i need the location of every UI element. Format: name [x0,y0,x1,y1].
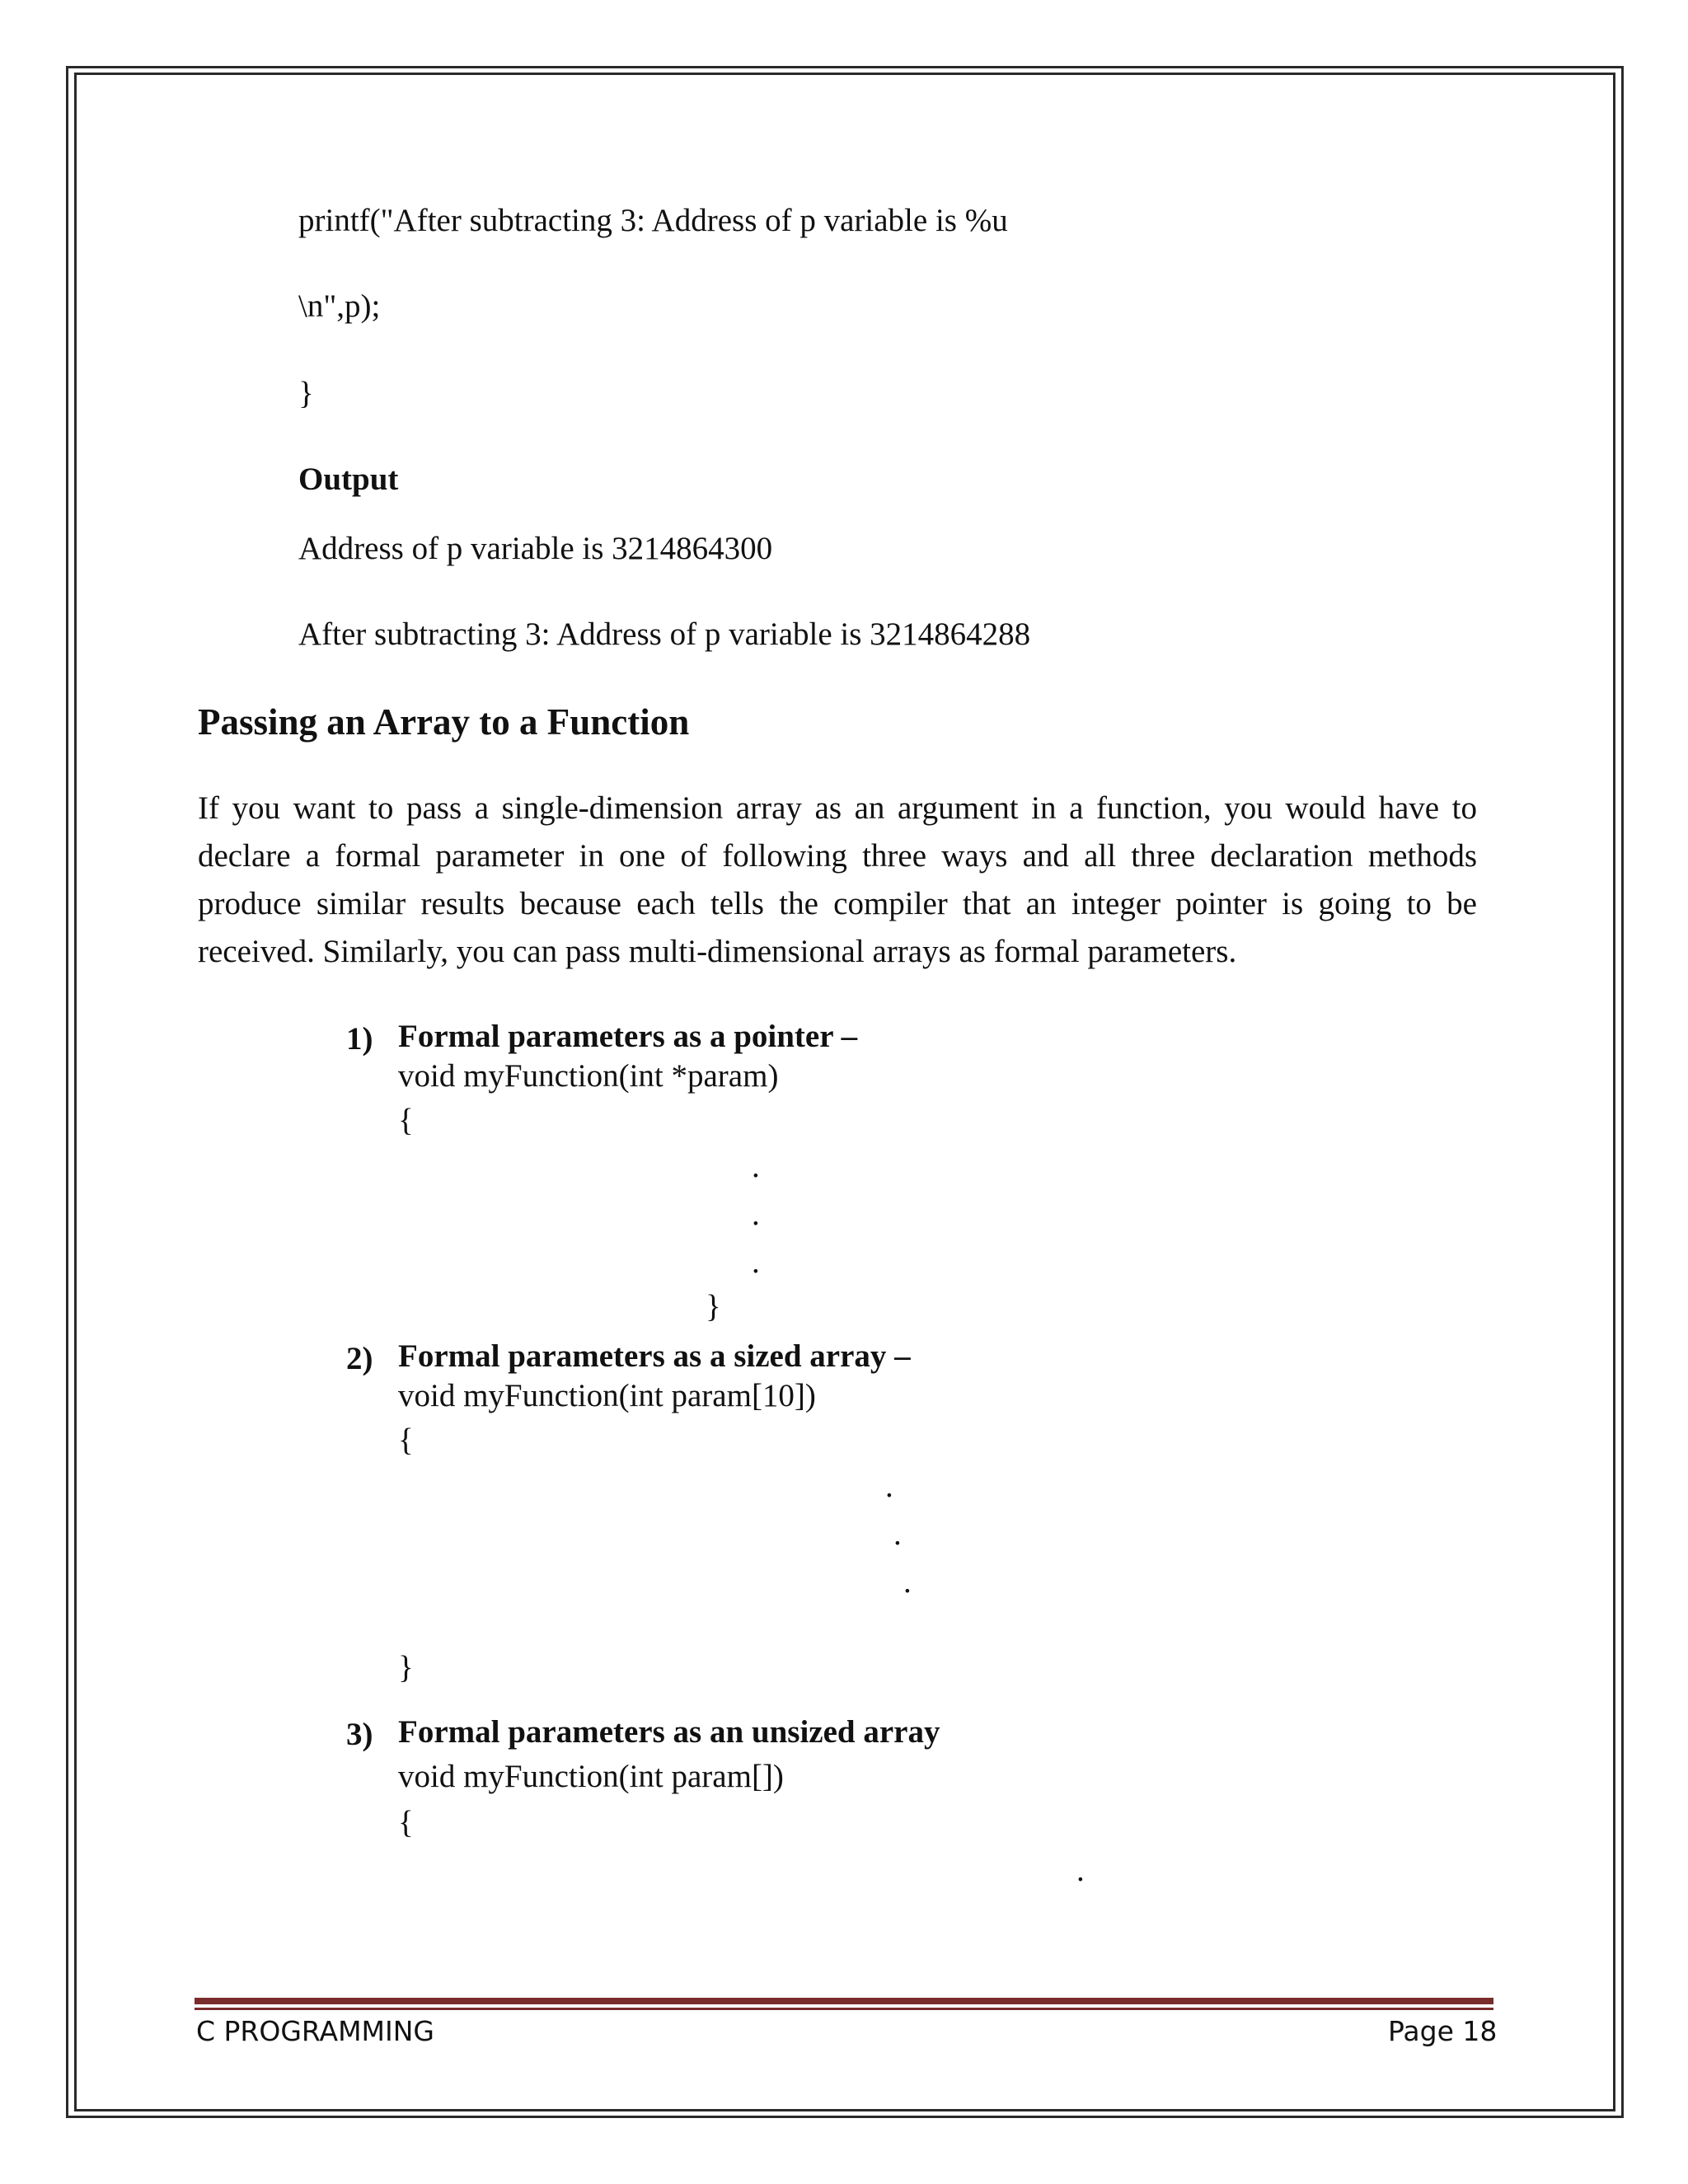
output-line-2: After subtracting 3: Address of p variable is 3214864288 [298,616,1031,652]
footer-page-number: Page 18 [1388,2015,1498,2047]
code-line-newline: \n",p); [298,288,381,324]
method-1-title: Formal parameters as a pointer – [398,1019,858,1054]
method-2-number: 2) [346,1341,373,1376]
method-3-signature: void myFunction(int param[]) [398,1759,784,1794]
footer-rule-thick [195,1998,1493,2004]
footer-rule-thin [195,2008,1493,2010]
method-1-number: 1) [346,1021,373,1057]
section-heading: Passing an Array to a Function [198,701,690,743]
code-line-printf: printf("After subtracting 3: Address of p variable is %u [298,203,1008,238]
section-paragraph: If you want to pass a single-dimension array as an argument in a function, you would have to declare a formal parameter in one of following three ways and all three declaration methods produce similar results because each tells the compiler that an integer pointer is going to be received. Similarly, you can pass multi-dimensional arrays as formal parameters. [198,790,1477,969]
output-label: Output [298,462,399,497]
method-2-close-brace: } [398,1650,414,1685]
method-1-close-brace: } [706,1289,721,1324]
method-2-dot-3: . [903,1564,912,1600]
method-2-signature: void myFunction(int param[10]) [398,1378,816,1413]
method-3-open-brace: { [398,1805,414,1840]
method-2-dot-1: . [885,1469,893,1504]
method-3-title: Formal parameters as an unsized array [398,1714,940,1750]
code-line-close-brace: } [298,376,314,411]
method-2-title: Formal parameters as a sized array – [398,1338,911,1374]
footer-title: C PROGRAMMING [196,2015,435,2047]
method-2-open-brace: { [398,1422,414,1458]
method-1-open-brace: { [398,1103,414,1138]
output-line-1: Address of p variable is 3214864300 [298,531,773,566]
method-3-dot-1: . [1076,1853,1085,1888]
method-1-dot-1: . [752,1149,760,1184]
method-2-dot-2: . [893,1516,902,1552]
method-1-dot-2: . [752,1197,760,1232]
method-3-number: 3) [346,1717,373,1752]
method-1-dot-3: . [752,1244,760,1280]
method-1-signature: void myFunction(int *param) [398,1058,779,1094]
